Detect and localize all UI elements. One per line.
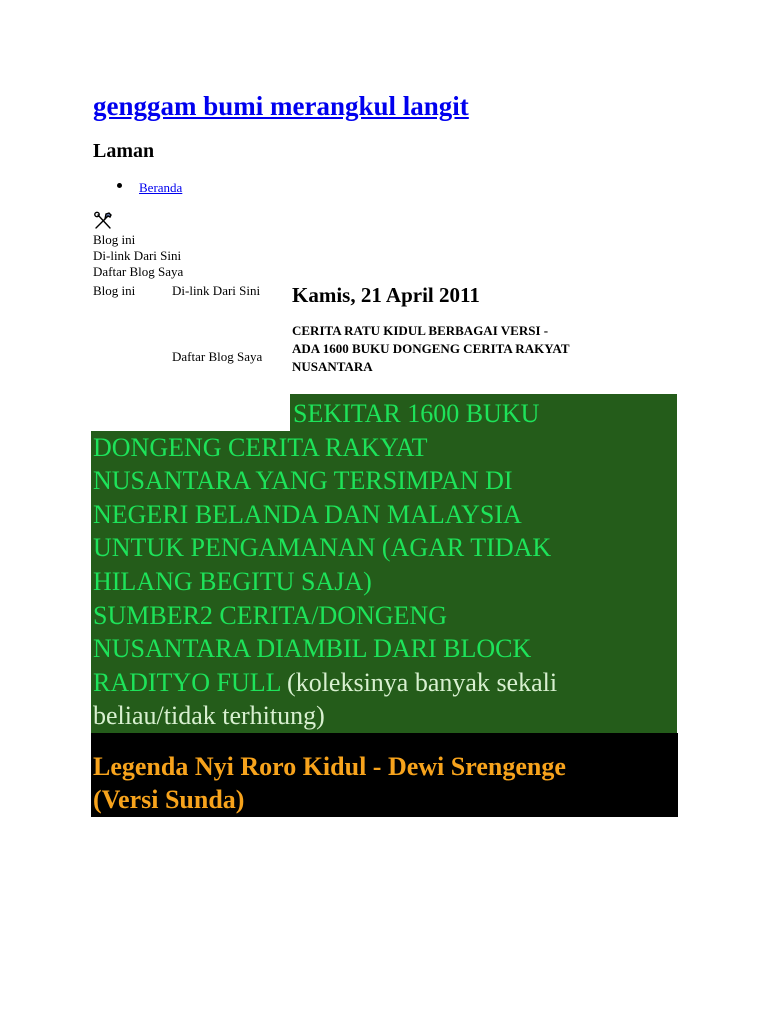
word: DAN [324,499,381,529]
text-line [93,464,675,498]
nav-item-beranda[interactable]: Beranda [139,180,183,195]
date-header: Kamis, 21 April 2011 [292,283,480,307]
blog-title-link[interactable]: genggam bumi merangkul langit [93,91,469,121]
word: BELANDA [194,499,318,529]
tab-daftar-blog-saya-bottom[interactable]: Daftar Blog Saya [172,349,263,364]
list-bullet [117,183,122,188]
word: - [372,752,382,781]
text-line: HILANG BEGITU SAJA) [93,566,372,596]
word: DONGENG [93,432,222,462]
text-line [93,632,675,666]
text-line [93,599,675,633]
text-line: beliau/tidak terhitung) [93,701,325,731]
pages-heading: Laman [93,140,155,162]
tab-di-link-dari-sini[interactable]: Di-link Dari Sini [93,248,182,263]
tab-di-link-row[interactable]: Di-link Dari Sini [172,283,261,298]
word: NUSANTARA [93,634,250,664]
word: SUMBER2 [93,600,213,630]
word: SEKITAR [293,399,401,428]
word: RADITYO FULL [93,667,281,697]
word: UNTUK [93,533,184,563]
word: DI [485,466,513,496]
word: TERSIMPAN [333,466,479,496]
text-line [93,750,675,783]
text-line [93,666,675,700]
post-title-line: NUSANTARA [292,359,373,374]
word: BLOCK [443,634,532,664]
text-line: (Versi Sunda) [93,785,245,814]
word: Srengenge [450,752,566,781]
word: DARI [373,634,437,664]
word: NUSANTARA [93,466,250,496]
word: CERITA [228,432,319,462]
word: 1600 [407,399,460,428]
text-line [93,498,675,532]
word: sekali [496,667,558,697]
word: DIAMBIL [256,634,367,664]
post-title-line: CERITA RATU KIDUL BERBAGAI VERSI - [292,323,549,338]
word: banyak [414,667,490,697]
word: CERITA/DONGENG [219,600,447,630]
word: Legenda [93,752,189,781]
tab-blog-ini[interactable]: Blog ini [93,232,136,247]
word: MALAYSIA [386,499,522,529]
post-title-line: ADA 1600 BUKU DONGENG CERITA RAKYAT [292,341,570,356]
post-title [292,322,682,376]
word: Kidul [302,752,367,781]
word: NEGERI [93,499,189,529]
word: PENGAMANAN [190,533,376,563]
text-line [93,531,675,565]
tab-blog-ini-row[interactable]: Blog ini [93,283,136,298]
word: YANG [255,466,328,496]
word: Dewi [387,752,445,781]
word: RAKYAT [324,432,428,462]
word: BUKU [465,399,540,428]
text-line [93,397,675,431]
word: (koleksinya [287,667,409,697]
tab-daftar-blog-saya[interactable]: Daftar Blog Saya [93,264,184,279]
text-line [93,431,675,465]
word: Nyi [194,752,234,781]
word: Roro [240,752,297,781]
word: TIDAK [470,533,552,563]
tools-icon[interactable] [93,211,115,231]
legend-heading [93,750,675,816]
word: (AGAR [381,533,465,563]
green-body-text [93,397,675,733]
